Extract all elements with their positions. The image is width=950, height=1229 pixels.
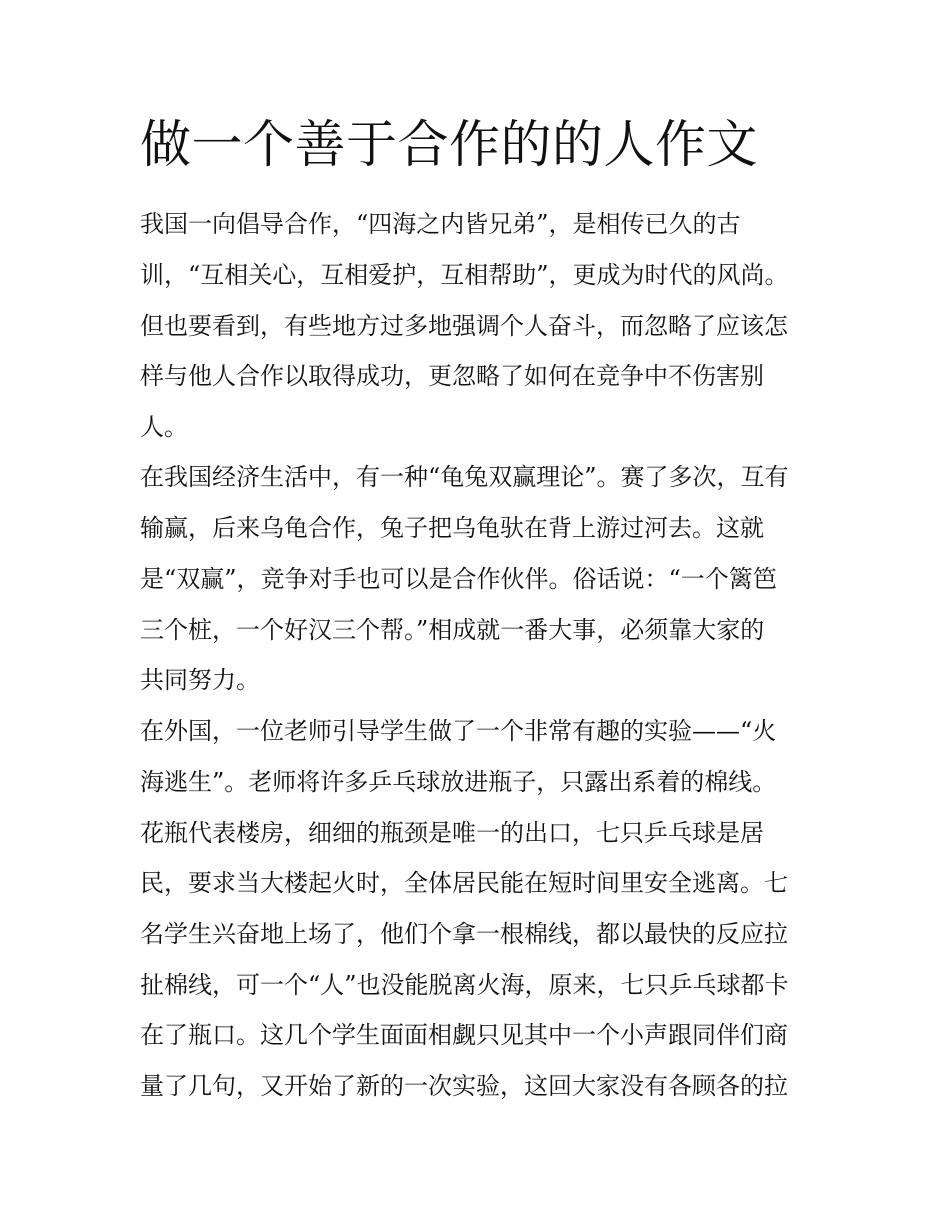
text-line: 在外国，一位老师引导学生做了一个非常有趣的实验——“火 <box>140 717 777 745</box>
document-title: 做一个善于合作的的人作文 <box>140 116 759 175</box>
text-line: 花瓶代表楼房，细细的瓶颈是唯一的出口，七只乒乓球是居 <box>140 819 764 847</box>
text-line: 三个桩，一个好汉三个帮。”相成就一番大事，必须靠大家的 <box>140 616 765 644</box>
text-line: 扯棉线，可一个“人”也没能脱离火海，原来，七只乒乓球都卡 <box>140 971 789 999</box>
text-line: 我国一向倡导合作，“四海之内皆兄弟”，是相传已久的古 <box>140 210 741 238</box>
text-line: 民，要求当大楼起火时，全体居民能在短时间里安全逃离。七 <box>140 869 788 897</box>
text-line: 量了几句，又开始了新的一次实验，这回大家没有各顾各的拉 <box>140 1072 788 1100</box>
text-line: 共同努力。 <box>140 666 260 694</box>
text-line: 输赢，后来乌龟合作，兔子把乌龟驮在背上游过河去。这就 <box>140 514 764 542</box>
text-line: 在我国经济生活中，有一种“龟兔双赢理论”。赛了多次，互有 <box>140 463 789 491</box>
text-line: 在了瓶口。这几个学生面面相觑只见其中一个小声跟同伴们商 <box>140 1021 788 1049</box>
text-line: 人。 <box>140 413 188 441</box>
text-line: 训，“互相关心，互相爱护，互相帮助”，更成为时代的风尚。 <box>140 261 789 289</box>
text-line: 海逃生”。老师将许多乒乓球放进瓶子，只露出系着的棉线。 <box>140 768 777 796</box>
text-line: 样与他人合作以取得成功，更忽略了如何在竞争中不伤害别 <box>140 362 764 390</box>
text-line: 是“双赢”，竞争对手也可以是合作伙伴。俗话说：“一个篱笆 <box>140 565 777 593</box>
text-line: 名学生兴奋地上场了，他们个拿一根棉线，都以最快的反应拉 <box>140 920 788 948</box>
text-line: 但也要看到，有些地方过多地强调个人奋斗，而忽略了应该怎 <box>140 312 788 340</box>
